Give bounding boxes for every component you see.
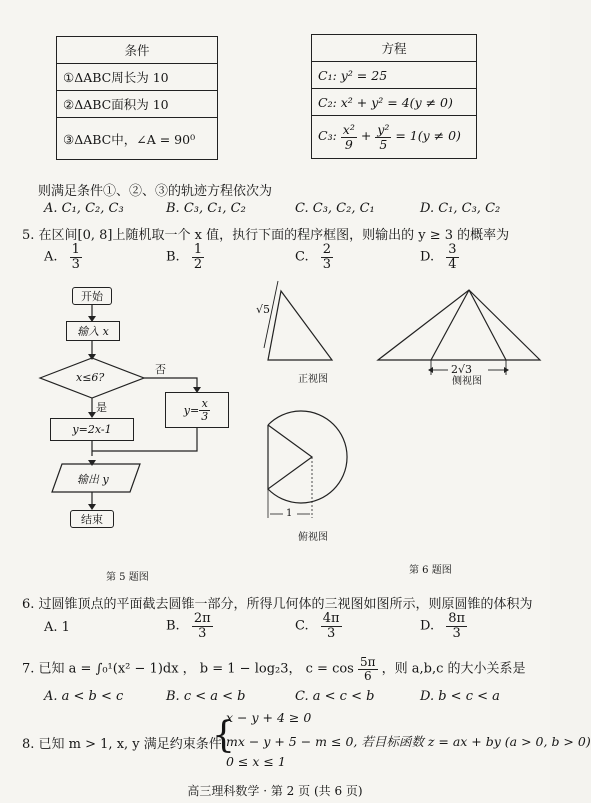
option-label: D. — [420, 618, 435, 634]
q4-stem: 则满足条件①、②、③的轨迹方程依次为 — [38, 184, 273, 199]
fraction — [199, 398, 210, 422]
constraint-line: x − y + 4 ≥ 0 — [226, 710, 312, 725]
fraction — [192, 612, 213, 640]
fraction-denominator: 4 — [448, 256, 457, 272]
fraction-numerator: 2 — [322, 242, 332, 257]
equation-tail: = 1(y ≠ 0) — [395, 128, 461, 144]
fraction-denominator: 6 — [363, 668, 372, 683]
front-view-triangle — [268, 291, 332, 360]
top-length-label: 1 — [286, 508, 293, 519]
fraction-numerator: y² — [377, 122, 390, 138]
q4-option-d: D. C₁, C₃, C₂ — [420, 201, 501, 216]
q7-stem-pre: 7. 已知 a = ∫₀¹(x² − 1)dx ， b = 1 − log₂3， c = cos — [22, 661, 354, 677]
top-view-arc — [268, 411, 347, 503]
equation-label: C₃: — [318, 128, 337, 144]
fraction-denominator: 3 — [198, 625, 207, 641]
fraction-numerator: 8π — [448, 611, 466, 626]
option-label: D. — [420, 249, 435, 265]
flow-end: 结束 — [70, 510, 114, 528]
fraction-numerator: x — [199, 398, 210, 411]
fraction — [358, 656, 378, 682]
flow-condition: x≤6? — [76, 371, 105, 384]
fraction-numerator: 4π — [322, 611, 340, 626]
condition-row: ②ΔABC面积为 10 — [57, 91, 218, 118]
side-view-line — [469, 290, 506, 360]
fraction-denominator: 3 — [452, 625, 461, 641]
side-view-line — [431, 290, 469, 360]
q8-stem: 8. 已知 m > 1, x, y 满足约束条件 — [22, 737, 222, 752]
fraction-numerator: 3 — [448, 242, 457, 257]
q6-option-c — [295, 612, 342, 640]
option-label: C. — [295, 249, 309, 265]
flow-output: 输出 y — [77, 473, 109, 486]
fraction-denominator: 3 — [322, 256, 332, 272]
equation-row: C₂: x² + y² = 4(y ≠ 0) — [312, 89, 477, 116]
flow-arrow-no — [144, 378, 197, 391]
flow-start: 开始 — [72, 287, 112, 305]
fraction-denominator: 3 — [327, 625, 336, 641]
fraction-denominator: 5 — [379, 136, 388, 152]
fraction-denominator: 3 — [71, 256, 80, 272]
assign-lhs: y= — [183, 403, 200, 417]
flow-yes: 是 — [96, 401, 107, 414]
q5-stem: 5. 在区间[0, 8]上随机取一个 x 值，执行下面的程序框图，则输出的 y ≥ 3 的概率为 — [22, 228, 510, 243]
q7-stem-post: ，则 a,b,c 的大小关系是 — [381, 661, 526, 677]
base-length-label: 2√3 — [451, 363, 473, 376]
fig5-caption: 第 5 题图 — [106, 572, 149, 583]
option-label: B. — [166, 249, 180, 265]
flow-input: 输入 x — [66, 321, 120, 341]
q6-stem: 6. 过圆锥顶点的平面截去圆锥一部分，所得几何体的三视图如图所示，则原圆锥的体积为 — [22, 597, 533, 612]
side-view-label: 侧视图 — [452, 376, 482, 387]
condition-row: ①ΔABC周长为 10 — [57, 64, 218, 91]
fraction-denominator: 2 — [193, 256, 203, 272]
q4-option-b: B. C₃, C₁, C₂ — [166, 201, 246, 216]
constraint-line: 0 ≤ x ≤ 1 — [226, 754, 286, 769]
equations-header: 方程 — [312, 35, 477, 62]
top-view-triangle — [268, 425, 312, 489]
fraction-numerator: 2π — [193, 611, 211, 626]
option-label: B. — [166, 618, 180, 634]
condition-row: ③ΔABC中，∠A = 90⁰ — [57, 118, 218, 160]
brace-icon: { — [212, 715, 235, 756]
option-label: A. — [44, 249, 58, 265]
fraction-numerator: 1 — [193, 242, 203, 257]
q7-option-a: A. a < b < c — [44, 689, 124, 704]
flow-assign-1: y=2x-1 — [50, 418, 134, 441]
top-view-label: 俯视图 — [298, 532, 328, 543]
equation-row: C₃: $\frac{\text{x²}}{9}$ + $\frac{\text{y²}}{5}$ = 1(y ≠ 0) — [312, 116, 477, 159]
side-length-label: √5 — [256, 303, 271, 316]
fraction-numerator: 1 — [71, 242, 80, 257]
q4-option-a: A. C₁, C₂, C₃ — [44, 201, 124, 216]
q6-option-a: A. 1 — [44, 620, 70, 635]
equation-row: C₁: y² = 25 — [312, 62, 477, 89]
q7-option-d: D. b < c < a — [420, 689, 500, 704]
option-label: C. — [295, 618, 309, 634]
constraint-line: mx − y + 5 − m ≤ 0, 若目标函数 z = ax + by (a > 0, b > 0) — [226, 734, 591, 749]
fraction-numerator: 5π — [360, 655, 376, 669]
fraction — [321, 612, 342, 640]
q7-stem — [22, 656, 526, 682]
fig6-caption: 第 6 题图 — [409, 565, 452, 576]
side-view-triangle — [378, 290, 540, 360]
fraction — [446, 612, 467, 640]
conditions-header: 条件 — [57, 37, 218, 64]
front-view-label: 正视图 — [298, 374, 328, 385]
fraction-denominator: 3 — [201, 409, 209, 423]
page-footer: 高三理科数学 · 第 2 页 (共 6 页) — [187, 784, 363, 798]
q6-option-b — [166, 612, 213, 640]
fraction-denominator: 9 — [344, 136, 353, 152]
q6-option-d — [420, 612, 467, 640]
fraction-numerator: x² — [342, 122, 355, 138]
flow-no: 否 — [155, 363, 166, 376]
q4-option-c: C. C₃, C₂, C₁ — [295, 201, 375, 216]
q7-option-b: B. c < a < b — [166, 689, 246, 704]
q7-option-c: C. a < c < b — [295, 689, 375, 704]
flow-assign-2 — [165, 392, 229, 428]
